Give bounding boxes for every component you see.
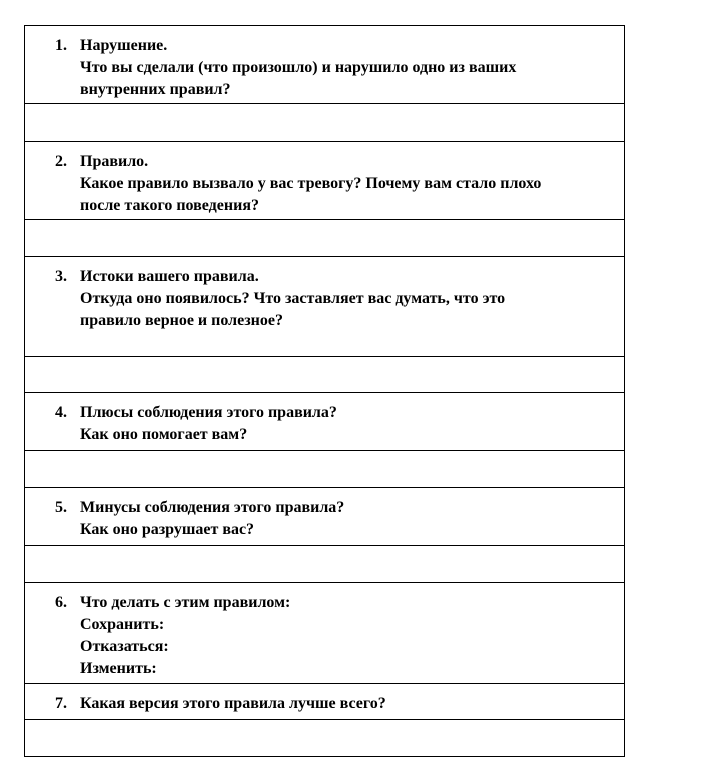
- question-text-line: внутренних правил?: [80, 81, 231, 98]
- question-title: Что делать с этим правилом:: [80, 594, 291, 611]
- question-title: Правило.: [80, 153, 149, 170]
- question-text-line: Как оно разрушает вас?: [80, 521, 255, 538]
- option-keep: Сохранить:: [80, 616, 165, 633]
- answer-row: [25, 104, 625, 142]
- answer-area-2[interactable]: [25, 220, 625, 257]
- question-text-line: Как оно помогает вам?: [80, 426, 248, 443]
- question-text-line: после такого поведения?: [80, 197, 259, 214]
- question-number: 6.: [55, 594, 67, 611]
- question-text-line: Откуда оно появилось? Что заставляет вас думать, что это: [80, 290, 506, 307]
- question-cell-6: [25, 583, 625, 684]
- question-cell-4: [25, 393, 625, 451]
- question-cell-2: [25, 142, 625, 220]
- question-cell-7: [25, 684, 625, 720]
- answer-row: [25, 451, 625, 488]
- option-change: Изменить:: [80, 660, 157, 677]
- option-reject: Отказаться:: [80, 638, 169, 655]
- question-cell-1: [25, 26, 625, 104]
- question-title: Истоки вашего правила.: [80, 268, 259, 285]
- question-row: [25, 257, 625, 357]
- answer-row: [25, 357, 625, 393]
- answer-row: [25, 720, 625, 757]
- answer-area-5[interactable]: [25, 546, 625, 583]
- question-number: 2.: [55, 153, 67, 170]
- question-row: [25, 583, 625, 684]
- question-number: 5.: [55, 499, 67, 516]
- question-row: [25, 26, 625, 104]
- answer-area-4[interactable]: [25, 451, 625, 488]
- question-title: Нарушение.: [80, 37, 168, 54]
- question-title: Минусы соблюдения этого правила?: [80, 499, 345, 516]
- question-row: [25, 393, 625, 451]
- question-row: [25, 488, 625, 546]
- question-row: [25, 684, 625, 720]
- answer-area-3[interactable]: [25, 357, 625, 393]
- worksheet-table: [24, 25, 625, 757]
- question-title: Какая версия этого правила лучше всего?: [80, 695, 386, 712]
- answer-area-7[interactable]: [25, 720, 625, 757]
- question-cell-5: [25, 488, 625, 546]
- answer-row: [25, 220, 625, 257]
- question-text-line: Какое правило вызвало у вас тревогу? Почему вам стало плохо: [80, 175, 542, 192]
- question-text-line: Что вы сделали (что произошло) и нарушило одно из ваших: [80, 59, 517, 76]
- question-number: 1.: [55, 37, 67, 54]
- question-title: Плюсы соблюдения этого правила?: [80, 404, 337, 421]
- question-text-line: правило верное и полезное?: [80, 312, 283, 329]
- answer-row: [25, 546, 625, 583]
- question-row: [25, 142, 625, 220]
- question-number: 7.: [55, 695, 67, 712]
- question-cell-3: [25, 257, 625, 357]
- question-number: 4.: [55, 404, 67, 421]
- answer-area-1[interactable]: [25, 104, 625, 142]
- question-number: 3.: [55, 268, 67, 285]
